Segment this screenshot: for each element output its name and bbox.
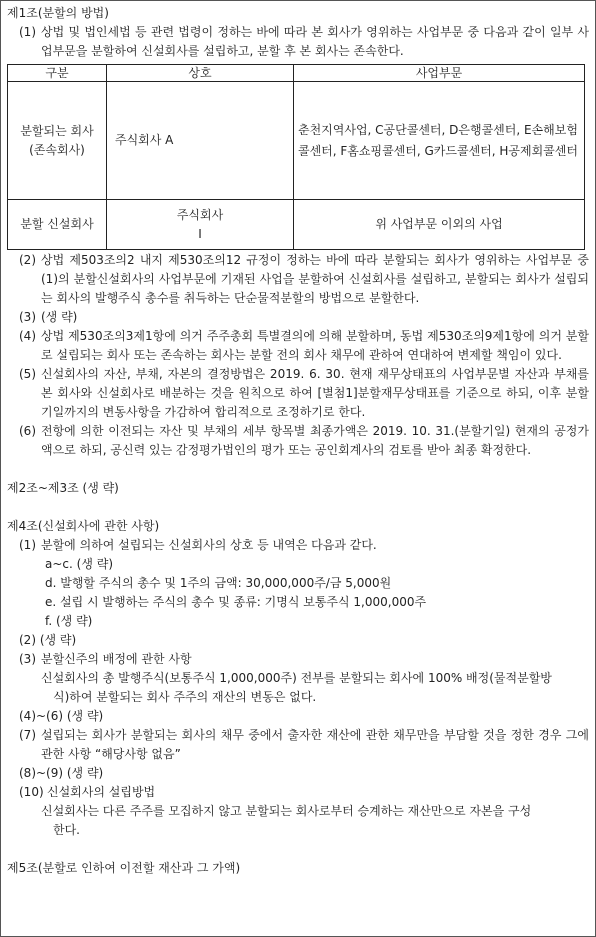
table-row (8, 82, 585, 200)
para-text: 전항에 의한 이전되는 자산 및 부채의 세부 항목별 최종가액은 2019. 10. 31.(분할기일) 현재의 공정가액으로 하되, 공신력 있는 감정평가법인의 평가 또는 공인회계사의 검토를 받아 최종 확정한다. (41, 424, 589, 457)
cell-business: 위 사업부문 이외의 사업 (294, 200, 585, 250)
cell-company-name (107, 200, 294, 250)
header-company-name: 상호 (107, 65, 294, 82)
para-text: 분할신주의 배정에 관한 사항 (41, 652, 192, 666)
article-4-para-2: (2) (생 략) (19, 633, 77, 647)
table-header-row (8, 65, 585, 82)
category-line: 분할되는 회사 (20, 123, 94, 138)
article-2-3-title: 제2조~제3조 (생 략) (7, 481, 119, 495)
para-number: (6) (19, 424, 36, 438)
para-text: 상법 및 법인세법 등 관련 법령이 정하는 바에 따라 본 회사가 영위하는 사업부문 중 다음과 같이 일부 사업부문을 분할하여 신설회사를 설립하고, 분할 후 본 회사는 존속한다. (41, 25, 589, 58)
cell-business: 춘천지역사업, C공단콜센터, D은행콜센터, E손해보험콜센터, F홈쇼핑콜센터, G카드콜센터, H공제회콜센터 (294, 82, 585, 200)
sub-item-e: e. 설립 시 발행하는 주식의 총수 및 종류: 기명식 보통주식 1,000,000주 (45, 595, 427, 609)
sub-item-a-c: a~c. (생 략) (45, 557, 113, 571)
article-4-para-1 (19, 536, 589, 555)
body-line: 식)하여 분할되는 회사 주주의 재산의 변동은 없다. (53, 690, 317, 704)
article-4-para-10-body (41, 802, 589, 840)
article-1-para-5 (19, 365, 589, 422)
name-line: I (198, 226, 202, 241)
article-4-para-4-6: (4)~(6) (생 략) (19, 709, 104, 723)
article-1-para-4 (19, 327, 589, 365)
article-1-title: 제1조(분할의 방법) (7, 6, 109, 20)
para-text: 상법 제530조의3제1항에 의거 주주총회 특별결의에 의해 분할하며, 동법 제530조의9제1항에 의거 분할로 설립되는 회사 또는 존속하는 회사는 분할 전의 회사 채무에 관하여 연대하여 변제할 책임이 있다. (41, 329, 589, 362)
article-4-para-7 (19, 726, 589, 764)
para-number: (3) (19, 310, 36, 324)
article-1-para-6 (19, 422, 589, 460)
article-1-para-1 (19, 23, 589, 61)
table-row (8, 200, 585, 250)
cell-category: 분할 신설회사 (8, 200, 107, 250)
category-line: (존속회사) (29, 142, 85, 157)
article-1-para-3 (19, 308, 589, 327)
para-number: (5) (19, 367, 36, 381)
article-4-para-10 (19, 783, 589, 802)
para-number: (2) (19, 253, 36, 267)
body-line: 한다. (53, 823, 80, 837)
para-number: (4) (19, 329, 36, 343)
article-1-para-2 (19, 251, 589, 308)
para-number: (1) (19, 538, 36, 552)
para-text: 상법 제503조의2 내지 제530조의12 규정이 정하는 바에 따라 분할되는 회사가 영위하는 사업부문 중 (1)의 분할신설회사의 사업부문에 기재된 사업을 분할하여 신설회사를 설립하고, 분할되는 회사가 설립되는 회사의 발행주식 총수를 취득하는 단순물적분할의 방법으로 분할한다. (41, 253, 589, 305)
body-line: 신설회사의 총 발행주식(보통주식 1,000,000주) 전부를 분할되는 회사에 100% 배정(물적분할방 (41, 671, 552, 685)
article-5-title: 제5조(분할로 인하여 이전할 재산과 그 가액) (7, 861, 241, 875)
article-4-para-3-body (41, 669, 589, 707)
split-company-table (7, 64, 585, 250)
article-4-para-8-9: (8)~(9) (생 략) (19, 766, 104, 780)
para-text: 신설회사의 설립방법 (47, 785, 156, 799)
article-4-para-3 (19, 650, 589, 669)
para-text: 분할에 의하여 설립되는 신설회사의 상호 등 내역은 다음과 같다. (41, 538, 377, 552)
para-number: (7) (19, 728, 36, 742)
para-number: (1) (19, 25, 36, 39)
para-text: (생 략) (41, 310, 78, 324)
name-line: 주식회사 (176, 207, 224, 222)
para-text: 설립되는 회사가 분할되는 회사의 채무 중에서 출자한 재산에 관한 채무만을 부담할 것을 정한 경우 그에 관한 사항 “해당사항 없음” (41, 728, 589, 761)
para-number: (3) (19, 652, 36, 666)
cell-category (8, 82, 107, 200)
header-business-division: 사업부문 (294, 65, 585, 82)
article-4-title: 제4조(신설회사에 관한 사항) (7, 519, 160, 533)
header-category: 구분 (8, 65, 107, 82)
para-number: (10) (19, 785, 44, 799)
body-line: 신설회사는 다른 주주를 모집하지 않고 분할되는 회사로부터 승계하는 재산만으로 자본을 구성 (41, 804, 532, 818)
para-text: 신설회사의 자산, 부채, 자본의 결정방법은 2019. 6. 30. 현재 재무상태표의 사업부문별 자산과 부채를 본 회사와 신설회사로 배분하는 것을 원칙으로 하여 [별첨1]분할재무상태표를 기준으로 하되, 이후 분할기일까지의 변동사항을 가감하여 합리적으로 조정하기로 한다. (41, 367, 589, 419)
cell-company-name: 주식회사 A (107, 82, 294, 200)
sub-item-f: f. (생 략) (45, 614, 93, 628)
sub-item-d: d. 발행할 주식의 총수 및 1주의 금액: 30,000,000주/금 5,000원 (45, 576, 392, 590)
